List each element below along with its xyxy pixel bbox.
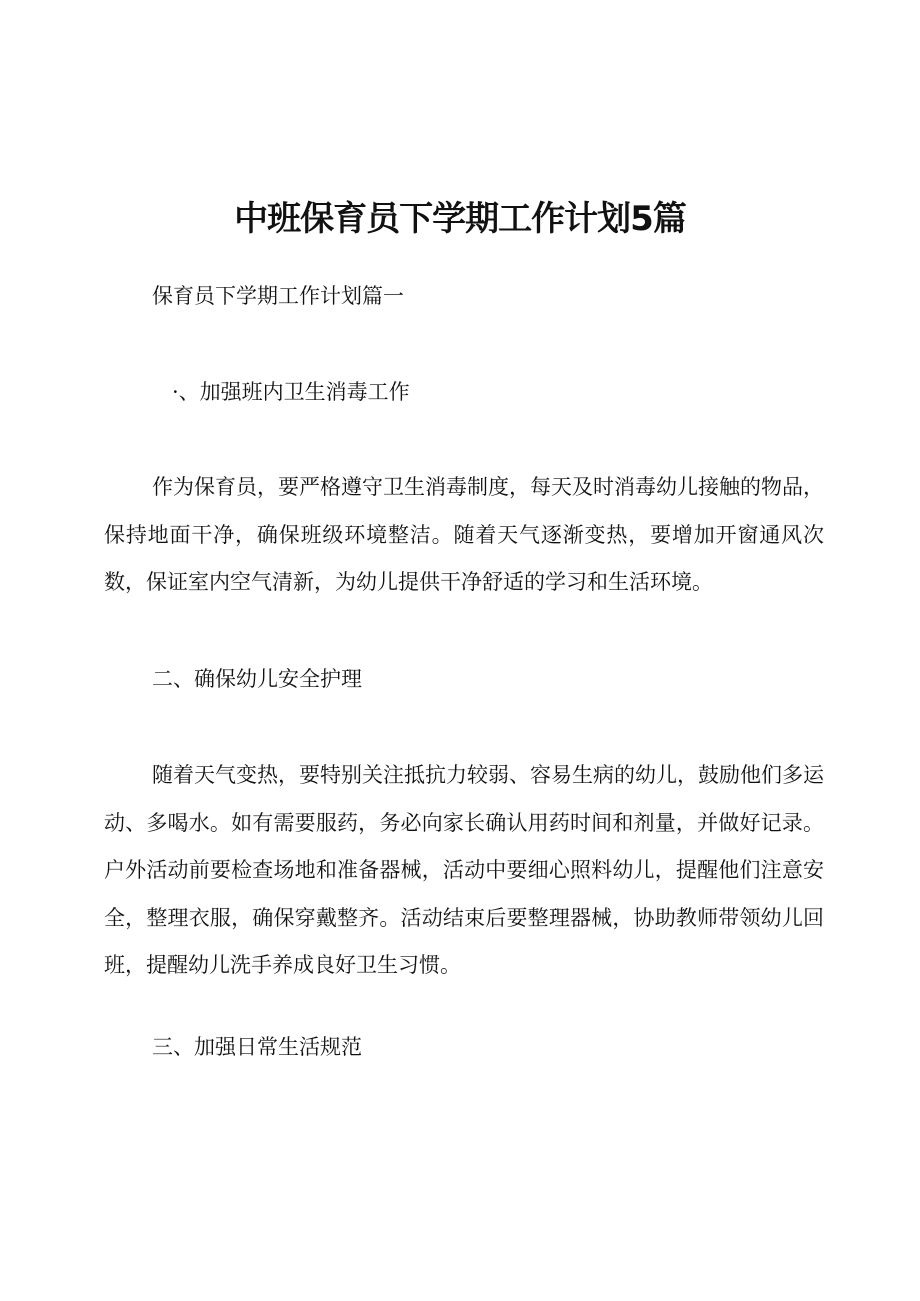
document-title: 中班保育员下学期工作计划5篇 [234, 198, 686, 239]
document-subtitle: 保育员下学期工作计划篇一 [152, 284, 404, 308]
section-heading-3: 三、加强日常生活规范 [152, 1035, 362, 1059]
section-heading-2: 二、确保幼儿安全护理 [152, 667, 362, 691]
section-heading-1: ·、加强班内卫生消毒工作 [172, 380, 410, 404]
section-body-2: 随着天气变热，要特别关注抵抗力较弱、容易生病的幼儿，鼓励他们多运动、多喝水。如有需要服药，务必向家长确认用药时间和剂量，并做好记录。户外活动前要检查场地和准备器械，活动中要细心照料幼儿，提醒他们注意安全，整理衣服，确保穿戴整齐。活动结束后要整理器械，协助教师带领幼儿回班，提醒幼儿洗手养成良好卫生习惯。 [104, 763, 824, 977]
section-body-1: 作为保育员，要严格遵守卫生消毒制度，每天及时消毒幼儿接触的物品，保持地面干净，确保班级环境整洁。随着天气逐渐变热，要增加开窗通风次数，保证室内空气清新，为幼儿提供干净舒适的学习和生活环境。 [104, 475, 824, 594]
